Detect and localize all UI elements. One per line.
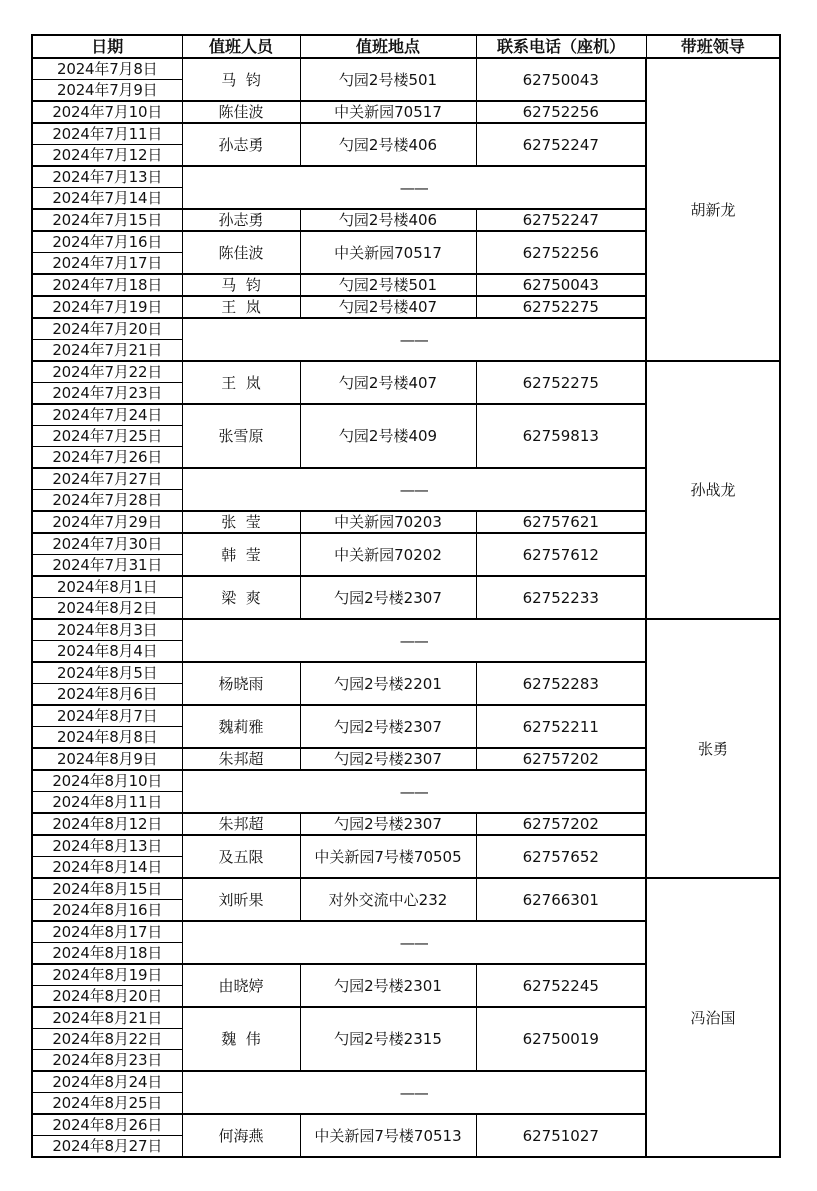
no-duty-cell: —— — [182, 468, 646, 511]
phone-cell: 62750043 — [476, 58, 646, 101]
date-cell: 2024年7月12日 — [32, 145, 182, 167]
date-cell: 2024年8月15日 — [32, 878, 182, 900]
date-cell: 2024年8月3日 — [32, 619, 182, 641]
date-cell: 2024年7月19日 — [32, 296, 182, 318]
date-cell: 2024年8月25日 — [32, 1093, 182, 1115]
location-cell: 勺园2号楼407 — [300, 361, 476, 404]
date-cell: 2024年7月17日 — [32, 253, 182, 275]
location-cell: 中关新园7号楼70505 — [300, 835, 476, 878]
header-leader: 带班领导 — [646, 35, 780, 58]
date-cell: 2024年8月6日 — [32, 684, 182, 706]
person-cell: 孙志勇 — [182, 209, 300, 231]
date-cell: 2024年8月16日 — [32, 900, 182, 922]
no-duty-cell: —— — [182, 1071, 646, 1114]
date-cell: 2024年7月21日 — [32, 340, 182, 362]
phone-cell: 62752275 — [476, 296, 646, 318]
location-cell: 中关新园70517 — [300, 101, 476, 123]
date-cell: 2024年8月9日 — [32, 748, 182, 770]
phone-cell: 62752233 — [476, 576, 646, 619]
date-cell: 2024年7月15日 — [32, 209, 182, 231]
date-cell: 2024年7月29日 — [32, 511, 182, 533]
phone-cell: 62752211 — [476, 705, 646, 748]
person-cell: 陈佳波 — [182, 101, 300, 123]
leader-cell: 冯治国 — [646, 878, 780, 1157]
date-cell: 2024年7月10日 — [32, 101, 182, 123]
date-cell: 2024年8月23日 — [32, 1050, 182, 1072]
location-cell: 勺园2号楼501 — [300, 58, 476, 101]
person-cell: 王 岚 — [182, 296, 300, 318]
date-cell: 2024年7月28日 — [32, 490, 182, 512]
phone-cell: 62750019 — [476, 1007, 646, 1071]
person-cell: 张 莹 — [182, 511, 300, 533]
date-cell: 2024年8月22日 — [32, 1029, 182, 1050]
person-cell: 刘昕果 — [182, 878, 300, 921]
table-row — [32, 878, 780, 900]
location-cell: 勺园2号楼409 — [300, 404, 476, 468]
person-cell: 梁 爽 — [182, 576, 300, 619]
header-date: 日期 — [32, 35, 182, 58]
no-duty-cell: —— — [182, 619, 646, 662]
no-duty-cell: —— — [182, 921, 646, 964]
location-cell: 中关新园70202 — [300, 533, 476, 576]
phone-cell: 62752256 — [476, 101, 646, 123]
no-duty-cell: —— — [182, 318, 646, 361]
location-cell: 勺园2号楼2307 — [300, 748, 476, 770]
date-cell: 2024年8月7日 — [32, 705, 182, 727]
phone-cell: 62752247 — [476, 123, 646, 166]
person-cell: 魏莉雅 — [182, 705, 300, 748]
date-cell: 2024年7月22日 — [32, 361, 182, 383]
date-cell: 2024年8月14日 — [32, 857, 182, 879]
date-cell: 2024年7月14日 — [32, 188, 182, 210]
phone-cell: 62757202 — [476, 813, 646, 835]
person-cell: 马 钧 — [182, 58, 300, 101]
date-cell: 2024年7月13日 — [32, 166, 182, 188]
person-cell: 由晓婷 — [182, 964, 300, 1007]
date-cell: 2024年7月26日 — [32, 447, 182, 469]
header-phone: 联系电话（座机） — [476, 35, 646, 58]
person-cell: 魏 伟 — [182, 1007, 300, 1071]
table-row — [32, 361, 780, 383]
phone-cell: 62757652 — [476, 835, 646, 878]
date-cell: 2024年7月16日 — [32, 231, 182, 253]
date-cell: 2024年8月4日 — [32, 641, 182, 663]
date-cell: 2024年7月31日 — [32, 555, 182, 577]
location-cell: 勺园2号楼501 — [300, 274, 476, 296]
location-cell: 勺园2号楼2307 — [300, 705, 476, 748]
date-cell: 2024年7月30日 — [32, 533, 182, 555]
date-cell: 2024年8月19日 — [32, 964, 182, 986]
person-cell: 何海燕 — [182, 1114, 300, 1157]
location-cell: 勺园2号楼2307 — [300, 813, 476, 835]
date-cell: 2024年8月1日 — [32, 576, 182, 598]
date-cell: 2024年8月27日 — [32, 1136, 182, 1158]
location-cell: 勺园2号楼2201 — [300, 662, 476, 705]
phone-cell: 62751027 — [476, 1114, 646, 1157]
person-cell: 王 岚 — [182, 361, 300, 404]
date-cell: 2024年8月2日 — [32, 598, 182, 620]
phone-cell: 62752275 — [476, 361, 646, 404]
date-cell: 2024年8月20日 — [32, 986, 182, 1008]
leader-cell: 张勇 — [646, 619, 780, 878]
person-cell: 张雪原 — [182, 404, 300, 468]
phone-cell: 62752283 — [476, 662, 646, 705]
person-cell: 韩 莹 — [182, 533, 300, 576]
date-cell: 2024年8月26日 — [32, 1114, 182, 1136]
location-cell: 中关新园70517 — [300, 231, 476, 274]
person-cell: 朱邦超 — [182, 748, 300, 770]
date-cell: 2024年7月11日 — [32, 123, 182, 145]
date-cell: 2024年7月27日 — [32, 468, 182, 490]
date-cell: 2024年7月25日 — [32, 426, 182, 447]
person-cell: 朱邦超 — [182, 813, 300, 835]
date-cell: 2024年7月20日 — [32, 318, 182, 340]
date-cell: 2024年8月12日 — [32, 813, 182, 835]
person-cell: 马 钧 — [182, 274, 300, 296]
date-cell: 2024年7月24日 — [32, 404, 182, 426]
date-cell: 2024年8月18日 — [32, 943, 182, 965]
person-cell: 陈佳波 — [182, 231, 300, 274]
date-cell: 2024年8月24日 — [32, 1071, 182, 1093]
date-cell: 2024年8月10日 — [32, 770, 182, 792]
phone-cell: 62757202 — [476, 748, 646, 770]
location-cell: 对外交流中心232 — [300, 878, 476, 921]
phone-cell: 62757612 — [476, 533, 646, 576]
location-cell: 勺园2号楼406 — [300, 123, 476, 166]
phone-cell: 62759813 — [476, 404, 646, 468]
location-cell: 勺园2号楼2307 — [300, 576, 476, 619]
date-cell: 2024年7月8日 — [32, 58, 182, 80]
location-cell: 勺园2号楼2301 — [300, 964, 476, 1007]
leader-cell: 孙战龙 — [646, 361, 780, 619]
date-cell: 2024年8月13日 — [32, 835, 182, 857]
location-cell: 勺园2号楼407 — [300, 296, 476, 318]
date-cell: 2024年8月8日 — [32, 727, 182, 749]
date-cell: 2024年7月23日 — [32, 383, 182, 405]
header-row — [32, 35, 780, 58]
phone-cell: 62750043 — [476, 274, 646, 296]
date-cell: 2024年8月5日 — [32, 662, 182, 684]
schedule-body — [32, 58, 780, 1157]
person-cell: 孙志勇 — [182, 123, 300, 166]
phone-cell: 62757621 — [476, 511, 646, 533]
date-cell: 2024年8月11日 — [32, 792, 182, 814]
header-person: 值班人员 — [182, 35, 300, 58]
phone-cell: 62752245 — [476, 964, 646, 1007]
duty-schedule-table — [31, 34, 781, 1158]
location-cell: 勺园2号楼406 — [300, 209, 476, 231]
phone-cell: 62752256 — [476, 231, 646, 274]
location-cell: 中关新园7号楼70513 — [300, 1114, 476, 1157]
phone-cell: 62752247 — [476, 209, 646, 231]
location-cell: 中关新园70203 — [300, 511, 476, 533]
date-cell: 2024年8月17日 — [32, 921, 182, 943]
header-location: 值班地点 — [300, 35, 476, 58]
person-cell: 及五限 — [182, 835, 300, 878]
date-cell: 2024年8月21日 — [32, 1007, 182, 1029]
table-row — [32, 619, 780, 641]
location-cell: 勺园2号楼2315 — [300, 1007, 476, 1071]
date-cell: 2024年7月18日 — [32, 274, 182, 296]
date-cell: 2024年7月9日 — [32, 80, 182, 102]
no-duty-cell: —— — [182, 770, 646, 813]
phone-cell: 62766301 — [476, 878, 646, 921]
no-duty-cell: —— — [182, 166, 646, 209]
table-row — [32, 58, 780, 80]
leader-cell: 胡新龙 — [646, 58, 780, 361]
person-cell: 杨晓雨 — [182, 662, 300, 705]
